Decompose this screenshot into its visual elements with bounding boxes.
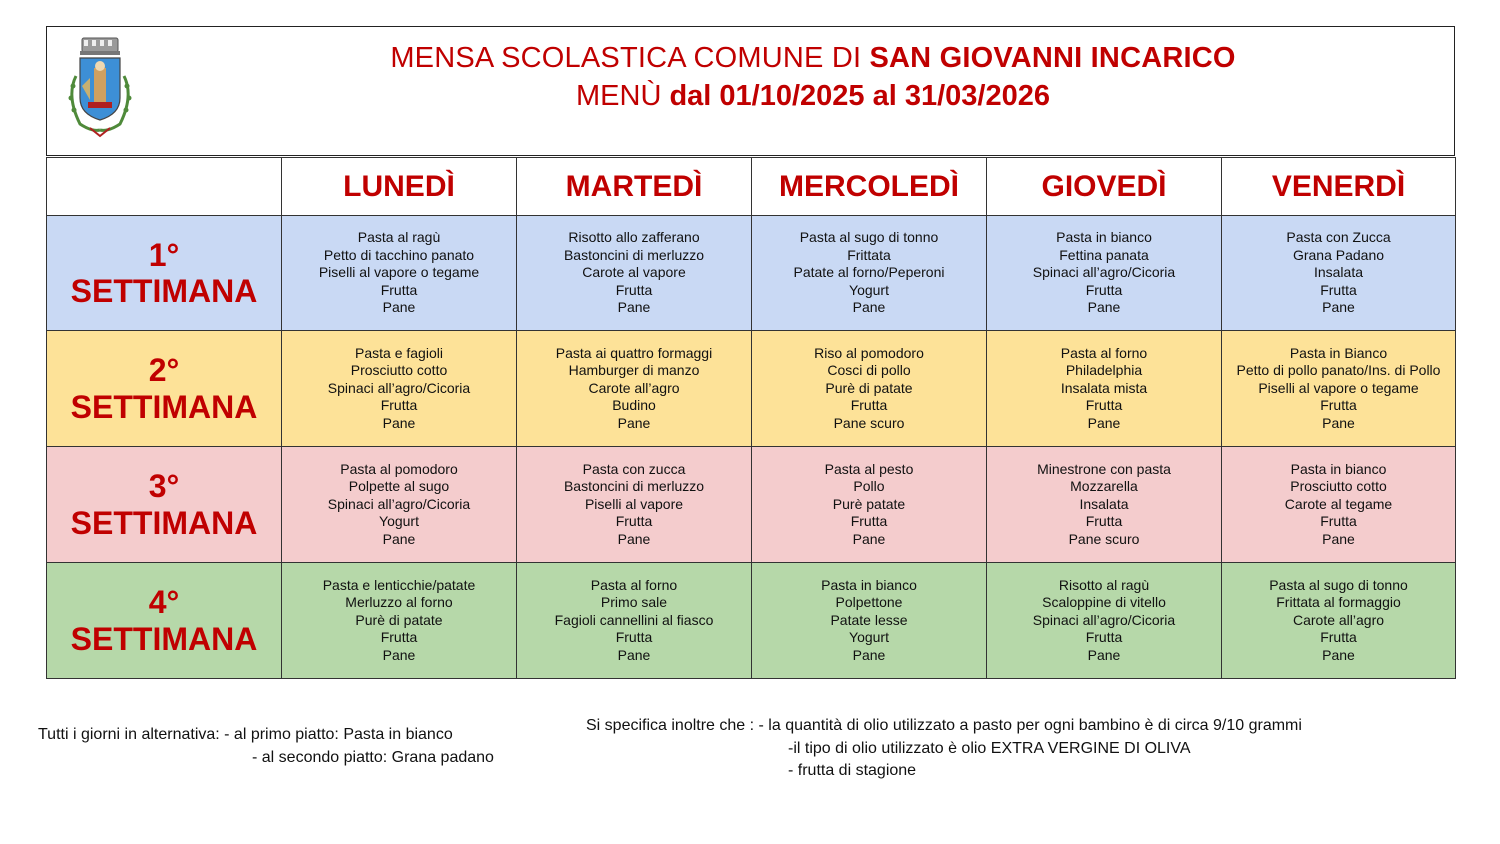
meal-cell: Pasta al forno Primo sale Fagioli cannellini al fiasco Frutta Pane	[517, 563, 752, 679]
meal-cell: Pasta in bianco Prosciutto cotto Carote al tegame Frutta Pane	[1222, 447, 1456, 563]
meal-cell: Minestrone con pasta Mozzarella Insalata Frutta Pane scuro	[987, 447, 1222, 563]
week-row	[47, 447, 1456, 563]
week-label: 1° SETTIMANA	[47, 216, 282, 331]
spec-note-line2: -il tipo di olio utilizzato è olio EXTRA VERGINE DI OLIVA	[788, 740, 1191, 757]
menu-title: MENSA SCOLASTICA COMUNE DI SAN GIOVANNI INCARICO	[390, 42, 1236, 74]
alternative-note-line2: - al secondo piatto: Grana padano	[252, 749, 494, 766]
meal-cell: Riso al pomodoro Cosci di pollo Purè di patate Frutta Pane scuro	[752, 331, 987, 447]
day-header-lunedi: LUNEDÌ	[282, 158, 517, 216]
day-header-giovedi: GIOVEDÌ	[987, 158, 1222, 216]
meal-cell: Pasta al sugo di tonno Frittata al formaggio Carote all’agro Frutta Pane	[1222, 563, 1456, 679]
day-header-martedi: MARTEDÌ	[517, 158, 752, 216]
meal-cell: Pasta al pesto Pollo Purè patate Frutta Pane	[752, 447, 987, 563]
menu-period: MENÙ dal 01/10/2025 al 31/03/2026	[576, 80, 1050, 112]
meal-cell: Pasta ai quattro formaggi Hamburger di manzo Carote all’agro Budino Pane	[517, 331, 752, 447]
weekly-menu-table	[46, 157, 1456, 679]
meal-cell: Risotto allo zafferano Bastoncini di merluzzo Carote al vapore Frutta Pane	[517, 216, 752, 331]
week-row	[47, 331, 1456, 447]
meal-cell: Pasta con zucca Bastoncini di merluzzo Piselli al vapore Frutta Pane	[517, 447, 752, 563]
meal-cell: Pasta in Bianco Petto di pollo panato/Ins. di Pollo Piselli al vapore o tegame Frutta Pane	[1222, 331, 1456, 447]
meal-cell: Pasta e fagioli Prosciutto cotto Spinaci all’agro/Cicoria Frutta Pane	[282, 331, 517, 447]
meal-cell: Pasta in bianco Polpettone Patate lesse Yogurt Pane	[752, 563, 987, 679]
meal-cell: Pasta al sugo di tonno Frittata Patate al forno/Peperoni Yogurt Pane	[752, 216, 987, 331]
day-header-venerdi: VENERDÌ	[1222, 158, 1456, 216]
meal-cell: Pasta in bianco Fettina panata Spinaci all’agro/Cicoria Frutta Pane	[987, 216, 1222, 331]
spec-note-line1: Si specifica inoltre che : - la quantità di olio utilizzato a pasto per ogni bambino è di circa 9/10 grammi	[586, 717, 1302, 734]
week-label: 4° SETTIMANA	[47, 563, 282, 679]
meal-cell: Risotto al ragù Scaloppine di vitello Spinaci all’agro/Cicoria Frutta Pane	[987, 563, 1222, 679]
day-header-mercoledi: MERCOLEDÌ	[752, 158, 987, 216]
week-label: 2° SETTIMANA	[47, 331, 282, 447]
spec-note-line3: - frutta di stagione	[788, 762, 917, 779]
corner-cell	[47, 158, 282, 216]
meal-cell: Pasta al ragù Petto di tacchino panato Piselli al vapore o tegame Frutta Pane	[282, 216, 517, 331]
week-row	[47, 216, 1456, 331]
week-label: 3° SETTIMANA	[47, 447, 282, 563]
meal-cell: Pasta con Zucca Grana Padano Insalata Frutta Pane	[1222, 216, 1456, 331]
meal-cell: Pasta e lenticchie/patate Merluzzo al forno Purè di patate Frutta Pane	[282, 563, 517, 679]
week-row	[47, 563, 1456, 679]
meal-cell: Pasta al pomodoro Polpette al sugo Spinaci all’agro/Cicoria Yogurt Pane	[282, 447, 517, 563]
meal-cell: Pasta al forno Philadelphia Insalata mista Frutta Pane	[987, 331, 1222, 447]
alternative-note-line1: Tutti i giorni in alternativa: - al primo piatto: Pasta in bianco	[38, 726, 453, 743]
municipal-crest-icon	[60, 36, 140, 140]
days-header-row	[47, 158, 1456, 216]
